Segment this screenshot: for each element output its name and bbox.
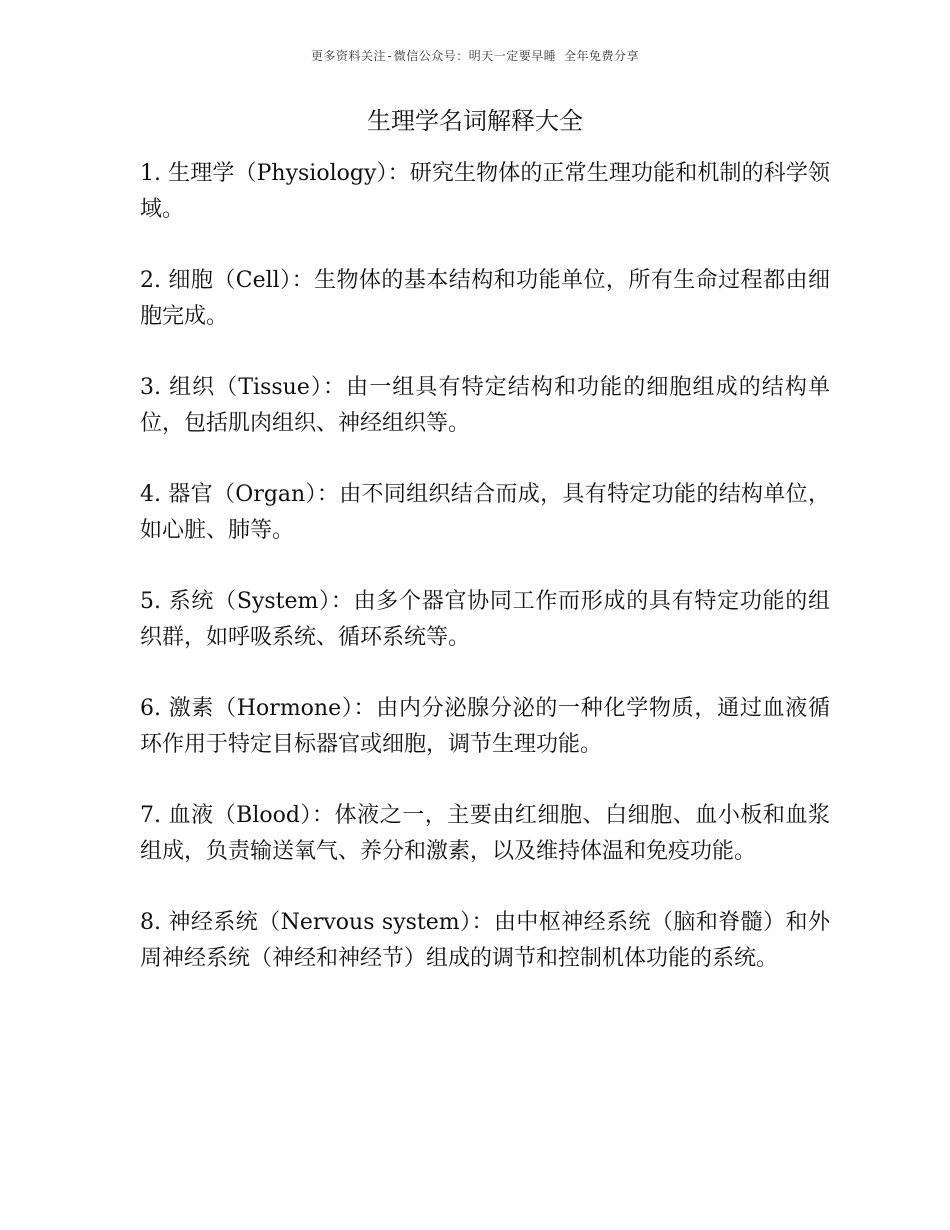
entry-definition: 由内分泌腺分泌的一种化学物质，通过血液循环作用于特定目标器官或细胞，调节生理功能。 xyxy=(140,696,830,757)
entry-definition: 由多个器官协同工作而形成的具有特定功能的组织群，如呼吸系统、循环系统等。 xyxy=(140,589,830,650)
entry-term: 5. 系统（System）： xyxy=(140,589,354,614)
entry-term: 2. 细胞（Cell）： xyxy=(140,268,315,293)
glossary-entry xyxy=(140,263,830,335)
glossary-entry xyxy=(140,905,830,977)
glossary-entry xyxy=(140,798,830,870)
entry-term: 6. 激素（Hormone）： xyxy=(140,696,377,721)
entry-definition: 体液之一，主要由红细胞、白细胞、血小板和血浆组成，负责输送氧气、养分和激素，以及维持体温和免疫功能。 xyxy=(140,803,830,864)
page-title: 生理学名词解释大全 xyxy=(367,107,583,135)
entry-definition: 生物体的基本结构和功能单位，所有生命过程都由细胞完成。 xyxy=(140,268,830,329)
glossary-entry xyxy=(140,370,830,442)
header-note: 更多资料关注-微信公众号：明天一定要早睡 全年免费分享 xyxy=(311,49,639,63)
entry-definition: 研究生物体的正常生理功能和机制的科学领域。 xyxy=(140,161,830,222)
entry-term: 8. 神经系统（Nervous system）： xyxy=(140,910,494,935)
glossary-list xyxy=(140,156,830,1012)
glossary-entry xyxy=(140,156,830,228)
entry-term: 4. 器官（Organ）： xyxy=(140,482,340,507)
entry-definition: 由不同组织结合而成，具有特定功能的结构单位，如心脏、肺等。 xyxy=(140,482,830,543)
glossary-entry xyxy=(140,691,830,763)
entry-term: 3. 组织（Tissue）： xyxy=(140,375,347,400)
entry-definition: 由中枢神经系统（脑和脊髓）和外周神经系统（神经和神经节）组成的调节和控制机体功能的系统。 xyxy=(140,910,830,971)
entry-term: 1. 生理学（Physiology）： xyxy=(140,161,410,186)
glossary-entry xyxy=(140,584,830,656)
glossary-entry xyxy=(140,477,830,549)
entry-term: 7. 血液（Blood）： xyxy=(140,803,335,828)
entry-definition: 由一组具有特定结构和功能的细胞组成的结构单位，包括肌肉组织、神经组织等。 xyxy=(140,375,830,436)
